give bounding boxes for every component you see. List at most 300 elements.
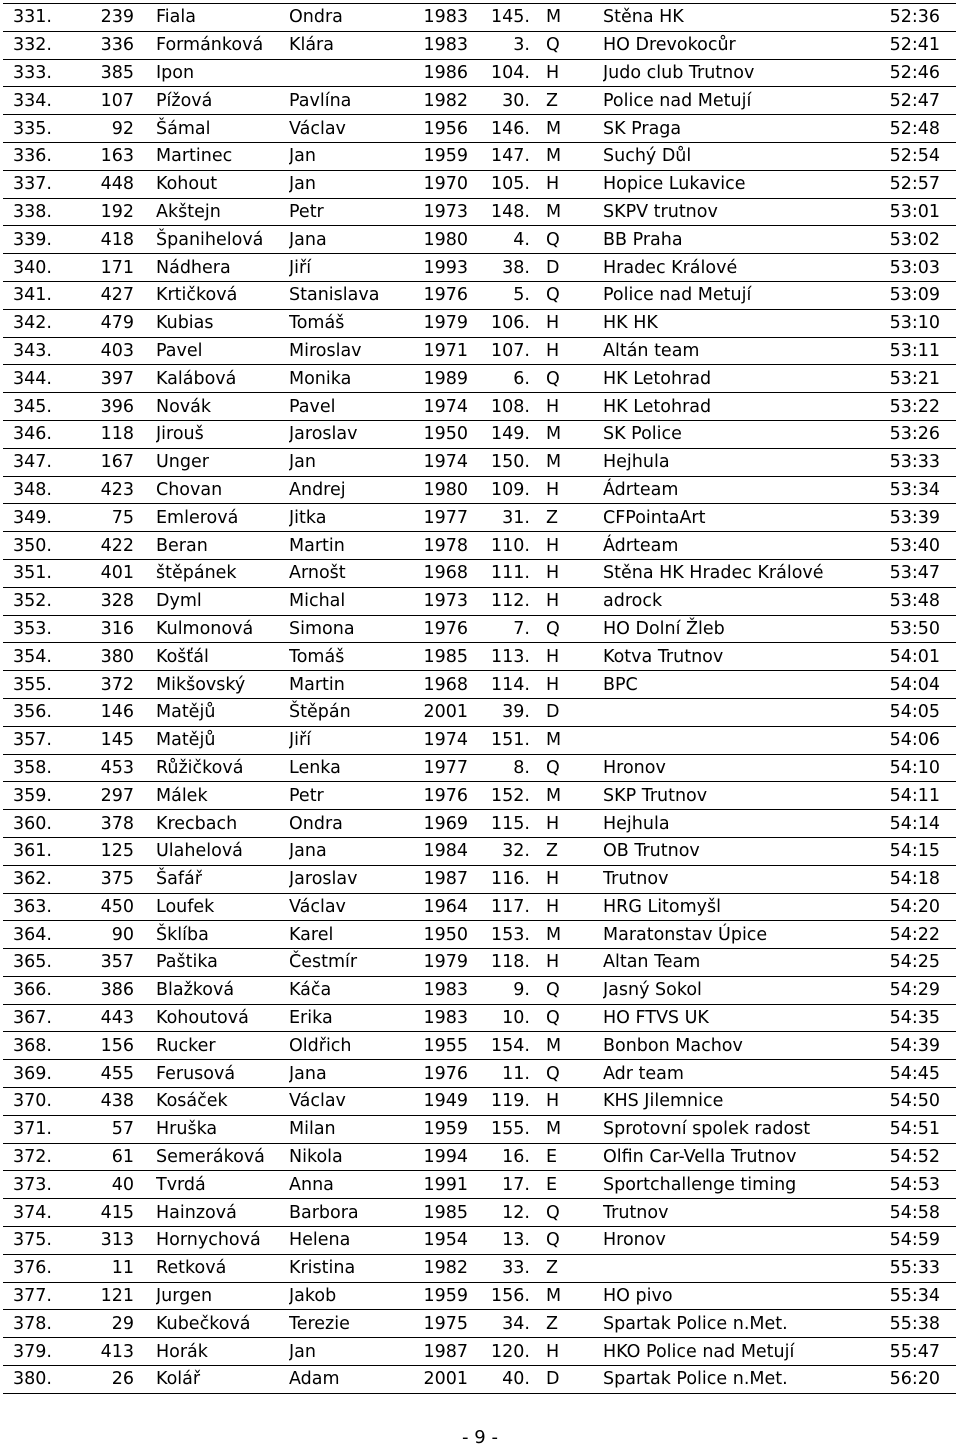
bib-cell: 396 <box>58 393 156 421</box>
category-cell: Q <box>538 754 603 782</box>
bib-cell: 107 <box>58 87 156 115</box>
first-name-cell: Stanislava <box>289 281 407 309</box>
category-cell: H <box>538 810 603 838</box>
rank-cell: 332. <box>3 31 58 59</box>
surname-cell: Kalábová <box>156 365 289 393</box>
table-row <box>3 1282 956 1310</box>
birth-year-cell: 1974 <box>407 726 476 754</box>
first-name-cell: Václav <box>289 115 407 143</box>
category-rank-cell: 31. <box>476 504 538 532</box>
rank-cell: 375. <box>3 1227 58 1255</box>
rank-cell: 349. <box>3 504 58 532</box>
category-cell: H <box>538 671 603 699</box>
time-cell: 53:34 <box>867 476 956 504</box>
table-row <box>3 865 956 893</box>
rank-cell: 370. <box>3 1088 58 1116</box>
club-cell: Hejhula <box>603 448 867 476</box>
table-row <box>3 587 956 615</box>
table-row <box>3 1310 956 1338</box>
time-cell: 52:54 <box>867 142 956 170</box>
time-cell: 54:05 <box>867 698 956 726</box>
surname-cell: Krecbach <box>156 810 289 838</box>
surname-cell: Ipon <box>156 59 289 87</box>
time-cell: 53:03 <box>867 254 956 282</box>
birth-year-cell: 1994 <box>407 1143 476 1171</box>
rank-cell: 335. <box>3 115 58 143</box>
category-cell: Q <box>538 226 603 254</box>
category-cell: E <box>538 1143 603 1171</box>
club-cell: Hronov <box>603 754 867 782</box>
category-cell: Q <box>538 615 603 643</box>
category-cell: M <box>538 142 603 170</box>
club-cell: HO pivo <box>603 1282 867 1310</box>
surname-cell: Formánková <box>156 31 289 59</box>
club-cell: Jasný Sokol <box>603 976 867 1004</box>
time-cell: 55:33 <box>867 1254 956 1282</box>
surname-cell: Šklíba <box>156 921 289 949</box>
time-cell: 54:53 <box>867 1171 956 1199</box>
time-cell: 53:22 <box>867 393 956 421</box>
rank-cell: 336. <box>3 142 58 170</box>
bib-cell: 118 <box>58 420 156 448</box>
time-cell: 54:39 <box>867 1032 956 1060</box>
table-row <box>3 254 956 282</box>
category-cell: Z <box>538 1310 603 1338</box>
birth-year-cell: 1982 <box>407 87 476 115</box>
category-cell: Q <box>538 31 603 59</box>
category-rank-cell: 33. <box>476 1254 538 1282</box>
category-rank-cell: 149. <box>476 420 538 448</box>
table-row <box>3 1227 956 1255</box>
birth-year-cell: 1980 <box>407 476 476 504</box>
category-cell: M <box>538 1282 603 1310</box>
club-cell: HO FTVS UK <box>603 1004 867 1032</box>
birth-year-cell: 1987 <box>407 1338 476 1366</box>
bib-cell: 29 <box>58 1310 156 1338</box>
category-cell: Q <box>538 1060 603 1088</box>
birth-year-cell: 1983 <box>407 1004 476 1032</box>
first-name-cell: Pavel <box>289 393 407 421</box>
time-cell: 52:57 <box>867 170 956 198</box>
table-row <box>3 615 956 643</box>
table-row <box>3 1115 956 1143</box>
table-row <box>3 1254 956 1282</box>
bib-cell: 443 <box>58 1004 156 1032</box>
birth-year-cell: 1980 <box>407 226 476 254</box>
bib-cell: 378 <box>58 810 156 838</box>
club-cell: adrock <box>603 587 867 615</box>
birth-year-cell: 1969 <box>407 810 476 838</box>
surname-cell: Novák <box>156 393 289 421</box>
category-rank-cell: 39. <box>476 698 538 726</box>
surname-cell: Hruška <box>156 1115 289 1143</box>
time-cell: 53:10 <box>867 309 956 337</box>
category-cell: M <box>538 115 603 143</box>
surname-cell: Kolář <box>156 1366 289 1394</box>
rank-cell: 334. <box>3 87 58 115</box>
club-cell <box>603 726 867 754</box>
birth-year-cell: 1959 <box>407 1282 476 1310</box>
table-row <box>3 1366 956 1394</box>
table-row <box>3 142 956 170</box>
rank-cell: 359. <box>3 782 58 810</box>
first-name-cell: Simona <box>289 615 407 643</box>
rank-cell: 342. <box>3 309 58 337</box>
rank-cell: 346. <box>3 420 58 448</box>
category-cell: H <box>538 1338 603 1366</box>
club-cell: HK Letohrad <box>603 393 867 421</box>
first-name-cell: Nikola <box>289 1143 407 1171</box>
time-cell: 54:18 <box>867 865 956 893</box>
category-cell: H <box>538 532 603 560</box>
category-cell: M <box>538 1115 603 1143</box>
surname-cell: Retková <box>156 1254 289 1282</box>
first-name-cell <box>289 59 407 87</box>
time-cell: 54:45 <box>867 1060 956 1088</box>
surname-cell: Jirouš <box>156 420 289 448</box>
surname-cell: Paštika <box>156 949 289 977</box>
table-row <box>3 1338 956 1366</box>
category-cell: M <box>538 726 603 754</box>
table-row <box>3 476 956 504</box>
rank-cell: 377. <box>3 1282 58 1310</box>
club-cell: BB Praha <box>603 226 867 254</box>
category-rank-cell: 107. <box>476 337 538 365</box>
category-rank-cell: 7. <box>476 615 538 643</box>
first-name-cell: Jan <box>289 1338 407 1366</box>
time-cell: 53:40 <box>867 532 956 560</box>
table-row <box>3 337 956 365</box>
table-row <box>3 754 956 782</box>
first-name-cell: Jana <box>289 1060 407 1088</box>
rank-cell: 378. <box>3 1310 58 1338</box>
club-cell: Hradec Králové <box>603 254 867 282</box>
birth-year-cell: 1970 <box>407 170 476 198</box>
bib-cell: 372 <box>58 671 156 699</box>
table-row <box>3 504 956 532</box>
first-name-cell: Monika <box>289 365 407 393</box>
bib-cell: 380 <box>58 643 156 671</box>
club-cell: HO Drevokocůr <box>603 31 867 59</box>
page-number: - 9 - <box>462 1427 498 1448</box>
bib-cell: 167 <box>58 448 156 476</box>
bib-cell: 171 <box>58 254 156 282</box>
time-cell: 55:38 <box>867 1310 956 1338</box>
surname-cell: Blažková <box>156 976 289 1004</box>
rank-cell: 350. <box>3 532 58 560</box>
rank-cell: 364. <box>3 921 58 949</box>
table-row <box>3 1143 956 1171</box>
category-cell: H <box>538 949 603 977</box>
time-cell: 54:04 <box>867 671 956 699</box>
table-row <box>3 1004 956 1032</box>
birth-year-cell: 1955 <box>407 1032 476 1060</box>
surname-cell: Hornychová <box>156 1227 289 1255</box>
category-rank-cell: 146. <box>476 115 538 143</box>
category-rank-cell: 117. <box>476 893 538 921</box>
time-cell: 53:33 <box>867 448 956 476</box>
birth-year-cell: 1985 <box>407 1199 476 1227</box>
bib-cell: 375 <box>58 865 156 893</box>
category-cell: M <box>538 198 603 226</box>
surname-cell: Kohoutová <box>156 1004 289 1032</box>
rank-cell: 355. <box>3 671 58 699</box>
first-name-cell: Jana <box>289 837 407 865</box>
surname-cell: Španihelová <box>156 226 289 254</box>
first-name-cell: Petr <box>289 782 407 810</box>
surname-cell: Pížová <box>156 87 289 115</box>
bib-cell: 479 <box>58 309 156 337</box>
rank-cell: 351. <box>3 559 58 587</box>
birth-year-cell: 1968 <box>407 671 476 699</box>
first-name-cell: Jaroslav <box>289 420 407 448</box>
surname-cell: Horák <box>156 1338 289 1366</box>
time-cell: 54:29 <box>867 976 956 1004</box>
category-rank-cell: 150. <box>476 448 538 476</box>
category-rank-cell: 115. <box>476 810 538 838</box>
bib-cell: 427 <box>58 281 156 309</box>
category-rank-cell: 111. <box>476 559 538 587</box>
time-cell: 53:48 <box>867 587 956 615</box>
time-cell: 53:26 <box>867 420 956 448</box>
rank-cell: 362. <box>3 865 58 893</box>
first-name-cell: Petr <box>289 198 407 226</box>
rank-cell: 379. <box>3 1338 58 1366</box>
rank-cell: 347. <box>3 448 58 476</box>
category-cell: M <box>538 420 603 448</box>
bib-cell: 156 <box>58 1032 156 1060</box>
table-row <box>3 643 956 671</box>
rank-cell: 348. <box>3 476 58 504</box>
surname-cell: Pavel <box>156 337 289 365</box>
club-cell: Sportchallenge timing <box>603 1171 867 1199</box>
category-cell: Z <box>538 504 603 532</box>
rank-cell: 373. <box>3 1171 58 1199</box>
category-rank-cell: 112. <box>476 587 538 615</box>
category-cell: Z <box>538 1254 603 1282</box>
birth-year-cell: 1950 <box>407 420 476 448</box>
bib-cell: 57 <box>58 1115 156 1143</box>
category-cell: Q <box>538 1227 603 1255</box>
first-name-cell: Terezie <box>289 1310 407 1338</box>
surname-cell: Hainzová <box>156 1199 289 1227</box>
first-name-cell: Arnošt <box>289 559 407 587</box>
category-rank-cell: 119. <box>476 1088 538 1116</box>
category-cell: Z <box>538 87 603 115</box>
birth-year-cell: 1971 <box>407 337 476 365</box>
rank-cell: 365. <box>3 949 58 977</box>
club-cell: HRG Litomyšl <box>603 893 867 921</box>
surname-cell: Tvrdá <box>156 1171 289 1199</box>
time-cell: 54:52 <box>867 1143 956 1171</box>
time-cell: 55:34 <box>867 1282 956 1310</box>
category-rank-cell: 6. <box>476 365 538 393</box>
bib-cell: 336 <box>58 31 156 59</box>
time-cell: 54:10 <box>867 754 956 782</box>
bib-cell: 316 <box>58 615 156 643</box>
rank-cell: 376. <box>3 1254 58 1282</box>
table-row <box>3 671 956 699</box>
category-rank-cell: 12. <box>476 1199 538 1227</box>
birth-year-cell: 1978 <box>407 532 476 560</box>
results-table-body <box>3 4 956 1394</box>
club-cell: Altan Team <box>603 949 867 977</box>
time-cell: 53:11 <box>867 337 956 365</box>
club-cell: Stěna HK Hradec Králové <box>603 559 867 587</box>
category-cell: Z <box>538 837 603 865</box>
club-cell: Spartak Police n.Met. <box>603 1310 867 1338</box>
surname-cell: Beran <box>156 532 289 560</box>
category-rank-cell: 156. <box>476 1282 538 1310</box>
table-row <box>3 281 956 309</box>
table-row <box>3 893 956 921</box>
bib-cell: 26 <box>58 1366 156 1394</box>
table-row <box>3 837 956 865</box>
club-cell: Bonbon Machov <box>603 1032 867 1060</box>
rank-cell: 341. <box>3 281 58 309</box>
club-cell: Olfin Car-Vella Trutnov <box>603 1143 867 1171</box>
birth-year-cell: 1950 <box>407 921 476 949</box>
first-name-cell: Jaroslav <box>289 865 407 893</box>
category-rank-cell: 17. <box>476 1171 538 1199</box>
bib-cell: 453 <box>58 754 156 782</box>
club-cell: SKPV trutnov <box>603 198 867 226</box>
first-name-cell: Karel <box>289 921 407 949</box>
time-cell: 54:14 <box>867 810 956 838</box>
rank-cell: 337. <box>3 170 58 198</box>
category-cell: Q <box>538 281 603 309</box>
first-name-cell: Milan <box>289 1115 407 1143</box>
birth-year-cell: 1989 <box>407 365 476 393</box>
club-cell: OB Trutnov <box>603 837 867 865</box>
bib-cell: 413 <box>58 1338 156 1366</box>
time-cell: 53:01 <box>867 198 956 226</box>
club-cell: Judo club Trutnov <box>603 59 867 87</box>
rank-cell: 338. <box>3 198 58 226</box>
first-name-cell: Michal <box>289 587 407 615</box>
rank-cell: 353. <box>3 615 58 643</box>
category-cell: M <box>538 1032 603 1060</box>
bib-cell: 403 <box>58 337 156 365</box>
rank-cell: 356. <box>3 698 58 726</box>
category-cell: E <box>538 1171 603 1199</box>
table-row <box>3 949 956 977</box>
time-cell: 52:41 <box>867 31 956 59</box>
table-row <box>3 698 956 726</box>
category-rank-cell: 4. <box>476 226 538 254</box>
category-rank-cell: 108. <box>476 393 538 421</box>
surname-cell: Kubečková <box>156 1310 289 1338</box>
first-name-cell: Káča <box>289 976 407 1004</box>
table-row <box>3 921 956 949</box>
bib-cell: 438 <box>58 1088 156 1116</box>
category-rank-cell: 106. <box>476 309 538 337</box>
birth-year-cell: 1979 <box>407 949 476 977</box>
rank-cell: 369. <box>3 1060 58 1088</box>
birth-year-cell: 1991 <box>407 1171 476 1199</box>
first-name-cell: Lenka <box>289 754 407 782</box>
category-rank-cell: 9. <box>476 976 538 1004</box>
club-cell: HKO Police nad Metují <box>603 1338 867 1366</box>
bib-cell: 61 <box>58 1143 156 1171</box>
category-cell: M <box>538 448 603 476</box>
category-cell: D <box>538 1366 603 1394</box>
table-row <box>3 198 956 226</box>
club-cell: Hopice Lukavice <box>603 170 867 198</box>
surname-cell: štěpánek <box>156 559 289 587</box>
table-row <box>3 4 956 32</box>
category-rank-cell: 147. <box>476 142 538 170</box>
surname-cell: Šámal <box>156 115 289 143</box>
category-rank-cell: 116. <box>476 865 538 893</box>
bib-cell: 422 <box>58 532 156 560</box>
time-cell: 53:09 <box>867 281 956 309</box>
bib-cell: 423 <box>58 476 156 504</box>
surname-cell: Málek <box>156 782 289 810</box>
table-row <box>3 170 956 198</box>
birth-year-cell: 1982 <box>407 1254 476 1282</box>
bib-cell: 121 <box>58 1282 156 1310</box>
rank-cell: 343. <box>3 337 58 365</box>
first-name-cell: Čestmír <box>289 949 407 977</box>
bib-cell: 239 <box>58 4 156 32</box>
category-cell: D <box>538 254 603 282</box>
bib-cell: 146 <box>58 698 156 726</box>
bib-cell: 401 <box>58 559 156 587</box>
club-cell <box>603 698 867 726</box>
birth-year-cell: 1974 <box>407 393 476 421</box>
bib-cell: 313 <box>58 1227 156 1255</box>
category-rank-cell: 118. <box>476 949 538 977</box>
surname-cell: Růžičková <box>156 754 289 782</box>
time-cell: 54:25 <box>867 949 956 977</box>
time-cell: 54:58 <box>867 1199 956 1227</box>
table-row <box>3 87 956 115</box>
category-cell: Q <box>538 365 603 393</box>
rank-cell: 360. <box>3 810 58 838</box>
club-cell: Hejhula <box>603 810 867 838</box>
time-cell: 54:51 <box>867 1115 956 1143</box>
category-rank-cell: 104. <box>476 59 538 87</box>
category-cell: Q <box>538 1199 603 1227</box>
club-cell: Hronov <box>603 1227 867 1255</box>
category-rank-cell: 32. <box>476 837 538 865</box>
surname-cell: Matějů <box>156 698 289 726</box>
club-cell: Trutnov <box>603 865 867 893</box>
first-name-cell: Tomáš <box>289 643 407 671</box>
first-name-cell: Oldřich <box>289 1032 407 1060</box>
time-cell: 52:47 <box>867 87 956 115</box>
time-cell: 52:46 <box>867 59 956 87</box>
club-cell: BPC <box>603 671 867 699</box>
category-rank-cell: 8. <box>476 754 538 782</box>
club-cell: HK Letohrad <box>603 365 867 393</box>
birth-year-cell: 1986 <box>407 59 476 87</box>
surname-cell: Martinec <box>156 142 289 170</box>
time-cell: 53:02 <box>867 226 956 254</box>
bib-cell: 40 <box>58 1171 156 1199</box>
surname-cell: Ferusová <box>156 1060 289 1088</box>
table-row <box>3 226 956 254</box>
first-name-cell: Tomáš <box>289 309 407 337</box>
category-rank-cell: 109. <box>476 476 538 504</box>
category-rank-cell: 38. <box>476 254 538 282</box>
birth-year-cell: 1987 <box>407 865 476 893</box>
table-row <box>3 393 956 421</box>
table-row <box>3 1088 956 1116</box>
surname-cell: Šafář <box>156 865 289 893</box>
rank-cell: 374. <box>3 1199 58 1227</box>
